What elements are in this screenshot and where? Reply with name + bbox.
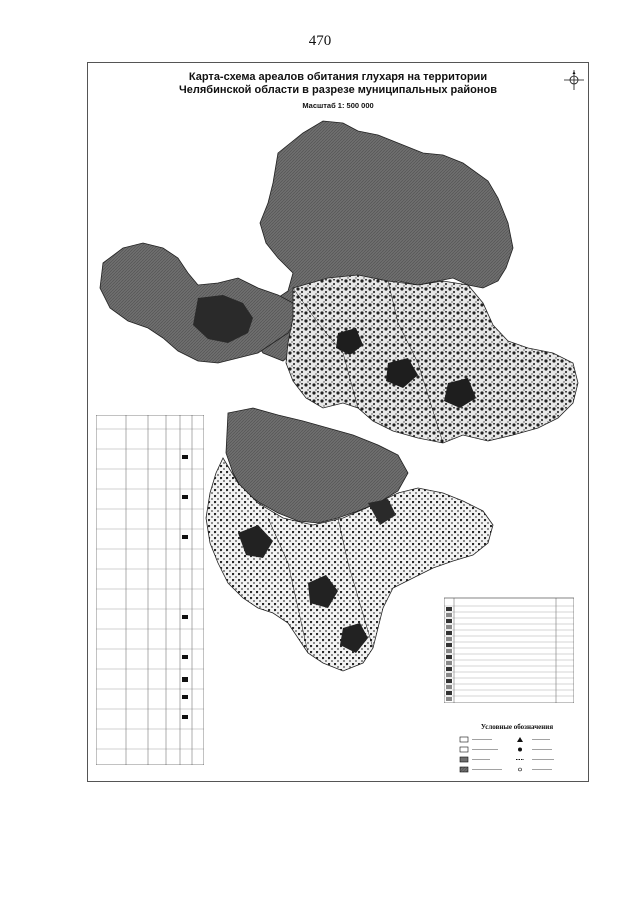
map-title-line-1: Карта-схема ареалов обитания глухаря на территории	[188, 71, 488, 83]
map-title	[88, 71, 588, 97]
district-color-table	[444, 590, 574, 703]
east-speckled-area	[286, 275, 578, 443]
map-title-line-2: Челябинской области в разрезе муниципальных районов	[179, 84, 497, 96]
map-frame	[87, 62, 589, 782]
legend-symbols	[458, 735, 576, 779]
compass-rose-icon	[564, 70, 584, 90]
map-scale: Масштаб 1: 500 000	[302, 101, 374, 110]
page-number: 470	[308, 33, 332, 49]
district-statistics-table	[96, 415, 204, 765]
map-legend	[458, 723, 576, 779]
legend-title: Условные обозначения	[480, 723, 554, 731]
